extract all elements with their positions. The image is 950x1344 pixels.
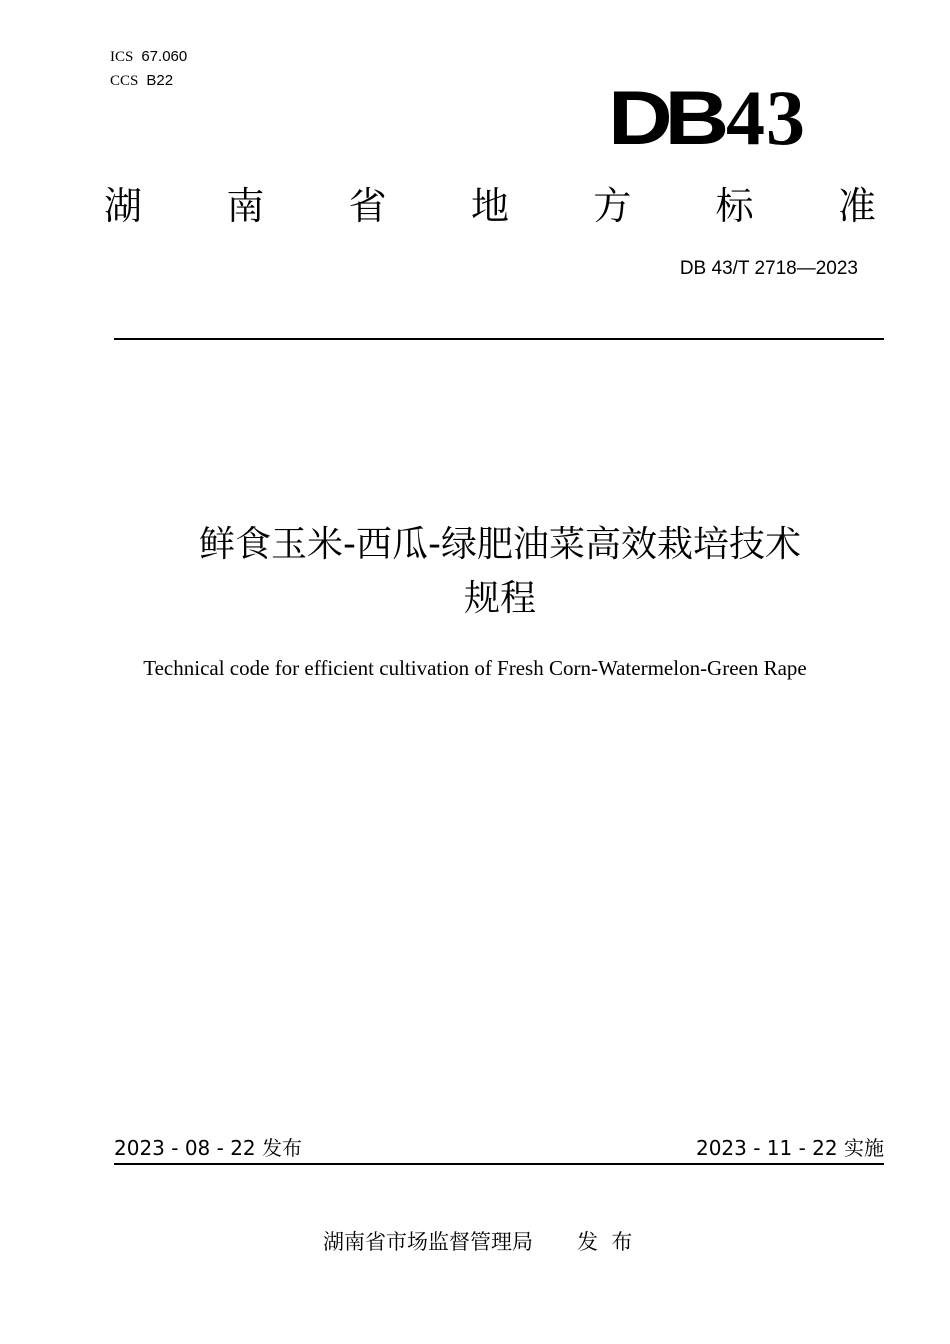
- ccs-value: B22: [146, 72, 174, 89]
- ics-row: [110, 45, 187, 69]
- category-char: 方: [593, 184, 632, 228]
- ccs-row: [110, 69, 187, 93]
- ics-label: ICS: [110, 49, 134, 65]
- bottom-divider: [114, 1163, 884, 1165]
- category-char: 南: [226, 184, 265, 228]
- publisher-action: 发 布: [577, 1230, 633, 1254]
- title-cn-line-2: 规程: [463, 578, 536, 619]
- logo-number: 43: [726, 74, 806, 161]
- category-char: 标: [715, 184, 754, 228]
- classification-block: [110, 45, 187, 93]
- category-char: 地: [470, 184, 509, 228]
- category-char: 省: [348, 184, 387, 228]
- document-title-cn: [100, 518, 900, 626]
- ics-value: 67.060: [141, 48, 188, 65]
- ccs-label: CCS: [110, 73, 139, 89]
- logo-letters: DB: [608, 75, 722, 161]
- issue-date: 2023 - 08 - 22 发布: [114, 1136, 303, 1160]
- category-char: 准: [837, 184, 876, 228]
- title-cn-line-1: 鲜食玉米-西瓜-绿肥油菜高效栽培技术: [199, 524, 801, 565]
- standard-category-title: [104, 182, 876, 230]
- standard-number: DB 43/T 2718—2023: [679, 258, 858, 279]
- implementation-date: 2023 - 11 - 22 实施: [695, 1136, 884, 1160]
- document-title-en: Technical code for efficient cultivation of Fresh Corn-Watermelon-Green Rape: [143, 656, 807, 680]
- publisher-name: 湖南省市场监督管理局: [323, 1230, 533, 1254]
- top-divider: [114, 338, 884, 340]
- category-char: 湖: [104, 184, 143, 228]
- publisher-line: [323, 1226, 632, 1256]
- db43-logo: [608, 74, 806, 161]
